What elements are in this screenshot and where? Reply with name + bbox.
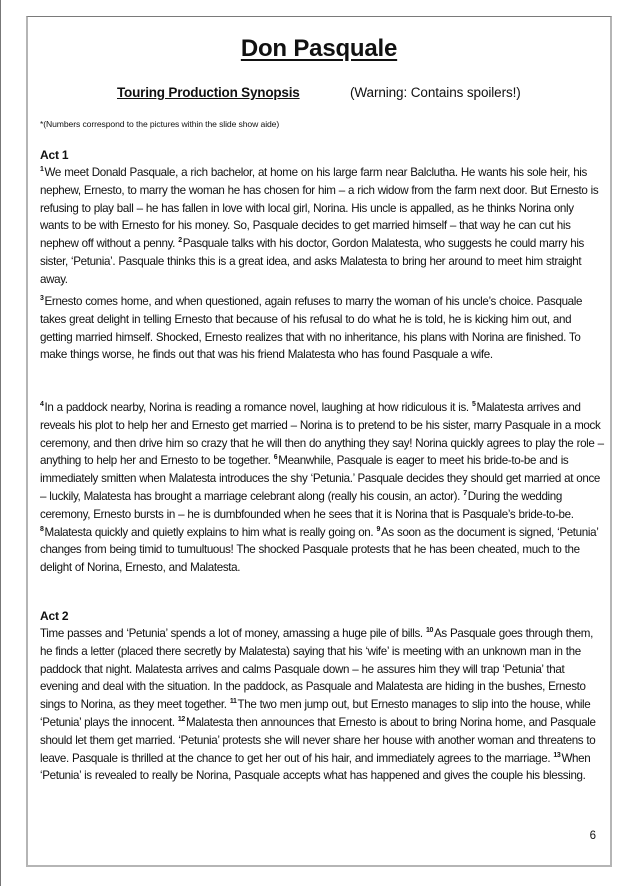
synopsis-text: During the wedding ceremony, Ernesto bursts in – he is dumbfounded when he sees that it is Norina that is Pasquale’s bride-to-be. (40, 489, 574, 521)
synopsis-text: Meanwhile, Pasquale is eager to meet his bride-to-be and is immediately smitten when Malatesta introduces the shy ‘Petunia.’ Pasquale decides they should get married at once – luckily, Malatesta has brought a marriage celebrant along (really his cousin, an actor). (40, 454, 600, 503)
picture-reference-number: 1 (40, 166, 44, 173)
picture-reference-number: 11 (229, 698, 237, 706)
act-1-paragraph-1 (40, 164, 605, 289)
picture-reference-number: 10 (425, 627, 434, 634)
picture-reference-number: 7 (463, 489, 467, 497)
picture-reference-number: 2 (178, 237, 182, 245)
document-title: Don Pasquale (240, 35, 398, 62)
synopsis-text: As soon as the document is signed, ‘Petunia’ changes from being timid to tumultuous! The shocked Pasquale protests that he has been cheated, much to the delight of Norina, Ernesto, and Malatesta. (40, 525, 598, 575)
synopsis-text: The two men jump out, but Ernesto manages to slip into the house, while ‘Petunia’ plays the innocent. (40, 698, 591, 729)
picture-reference-number: 5 (471, 401, 476, 408)
page-number: 6 (589, 830, 596, 842)
picture-reference-number: 8 (40, 525, 44, 533)
synopsis-text: Pasquale talks with his doctor, Gordon Malatesta, who suggests he could marry his sister, ‘Petunia’. Pasquale thinks this is a great idea, and asks Malatesta to bring her around to meet him straight away. (40, 237, 584, 286)
act-2-paragraph-1 (40, 625, 605, 785)
act-1-paragraph-2 (40, 293, 605, 364)
document-page (26, 16, 612, 867)
synopsis-text: Time passes and ‘Petunia’ spends a lot of money, amassing a huge pile of bills. (40, 627, 426, 640)
act-1-heading: Act 1 (40, 148, 69, 162)
numbering-note: *(Numbers correspond to the pictures within the slide show aide) (40, 119, 280, 129)
picture-reference-number: 12 (177, 715, 185, 723)
synopsis-text: Ernesto comes home, and when questioned, again refuses to marry the woman of his uncle’s choice. Pasquale takes great delight in telling Ernesto that because of his refusal to do what he is told, he is kicking him out, and getting married himself. Shocked, Ernesto realizes that with no inheritance, his plans with Norina are finished. To make things worse, he finds out that was his friend Malatesta who has found Pasquale a wife. (40, 295, 583, 362)
window-edge (0, 0, 1, 886)
act-1-paragraph-3 (40, 399, 605, 577)
synopsis-text: Malatesta quickly and quietly explains to him what is really going on. (44, 525, 377, 539)
picture-reference-number: 3 (40, 295, 44, 302)
synopsis-text: As Pasquale goes through them, he finds a letter (placed there secretly by Malatesta) saying that his ‘wife’ is meeting with an unknown man in the paddock that night. Malatesta arrives and calms Pasquale down – he assures him they will trap ‘Petunia’ that evening and deal with the situation. In the paddock, as Pasquale and Malatesta are hiding in the bushes, Ernesto sings to Norina, as they meet together. (40, 627, 593, 712)
picture-reference-number: 6 (273, 454, 278, 462)
spoiler-warning: (Warning: Contains spoilers!) (350, 85, 521, 100)
picture-reference-number: 13 (553, 751, 561, 759)
synopsis-text: We meet Donald Pasquale, a rich bachelor, at home on his large farm near Balclutha. He wants his sole heir, his nephew, Ernesto, to marry the woman he has chosen for him – a rich widow from the farm next door. But Ernesto is refusing to play ball – he has fallen in love with local girl, Norina. His uncle is appalled, as he thinks Norina only wants to be with Ernesto for his money. So, Pasquale decides to get married himself – that way he can cut his nephew off without a penny. (40, 166, 599, 251)
synopsis-text: When ‘Petunia’ is revealed to really be Norina, Pasquale accepts what has happened and gives the couple his blessing. (40, 751, 591, 783)
picture-reference-number: 4 (40, 401, 44, 408)
act-2-heading: Act 2 (40, 609, 69, 623)
synopsis-text: In a paddock nearby, Norina is reading a romance novel, laughing at how ridiculous it is. (44, 401, 472, 414)
synopsis-text: Malatesta arrives and reveals his plot to help her and Ernesto get married – Norina is to pretend to be his sister, marry Pasquale in a mock ceremony, and then drive him so crazy that he will then do anything they say! Norina quickly agrees to play the role – anything to help her and Ernesto to be together. (40, 401, 604, 468)
document-subtitle: Touring Production Synopsis (117, 85, 300, 100)
picture-reference-number: 9 (376, 525, 380, 533)
synopsis-text: Malatesta then announces that Ernesto is about to bring Norina home, and Pasquale should let them get married. ‘Petunia’ protests she will never share her house with another woman and threatens to leave. Pasquale is thrilled at the chance to get her out of his hair, and immediately agrees to the marriage. (40, 715, 596, 765)
